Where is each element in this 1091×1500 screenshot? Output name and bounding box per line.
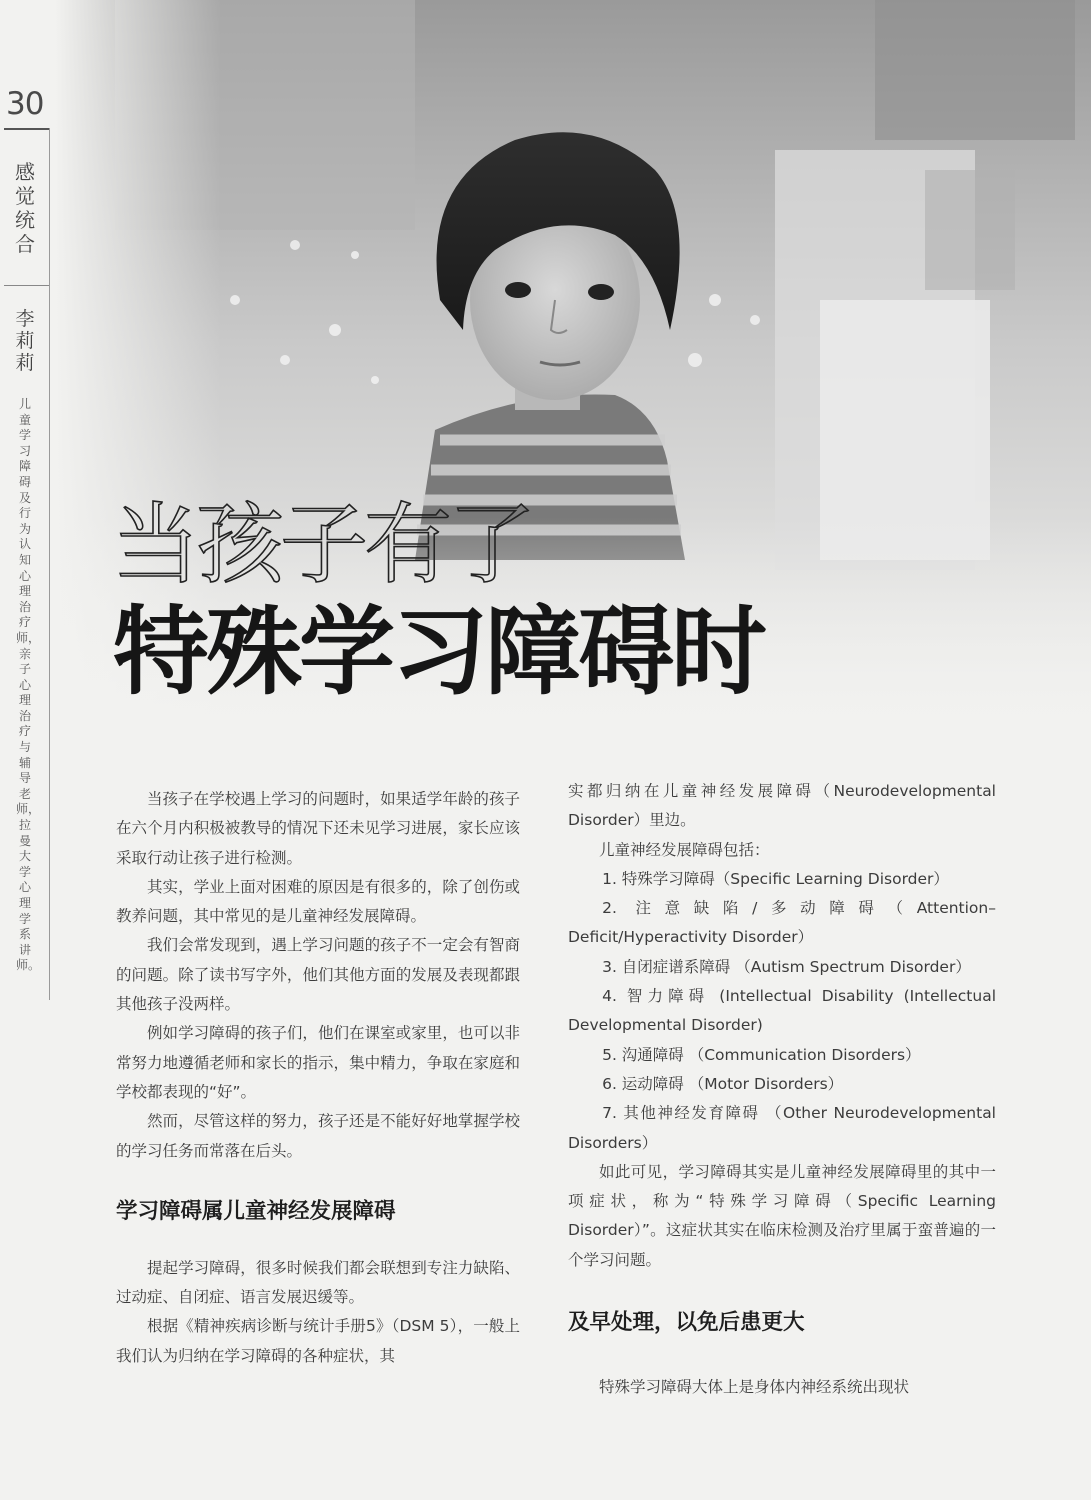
list-item: 1. 特殊学习障碍（Specific Learning Disorder） bbox=[602, 869, 949, 888]
list-item: 4. 智力障碍 (Intellectual Disability (Intellectual Developmental Disorder) bbox=[568, 987, 996, 1035]
list-item: 7. 其他神经发育障碍 （Other Neurodevelopmental Disorders） bbox=[568, 1104, 996, 1152]
paragraph: 根据《精神疾病诊断与统计手册5》（DSM 5），一般上我们认为归纳在学习障碍的各种症状，其 bbox=[116, 1317, 520, 1365]
title-line-2: 特殊学习障碍时 bbox=[113, 596, 764, 708]
title-line-1: 当孩子有了 bbox=[112, 493, 533, 596]
list-item: 5. 沟通障碍 （Communication Disorders） bbox=[602, 1045, 921, 1064]
body-column-left bbox=[116, 785, 520, 1371]
paragraph: 当孩子在学校遇上学习的问题时，如果适学年龄的孩子在六个月内积极被教导的情况下还未见学习进展，家长应该采取行动让孩子进行检测。 bbox=[116, 790, 520, 867]
paragraph: 提起学习障碍，很多时候我们都会联想到专注力缺陷、过动症、自闭症、语言发展迟缓等。 bbox=[116, 1258, 520, 1307]
paragraph: 我们会常发现到，遇上学习问题的孩子不一定会有智商的问题。除了读书写字外，他们其他方面的发展及表现都跟其他孩子没两样。 bbox=[116, 936, 520, 1014]
section-label: 感觉统合 bbox=[15, 160, 35, 256]
page-number: 30 bbox=[6, 86, 44, 122]
paragraph: 例如学习障碍的孩子们，他们在课室或家里，也可以非常努力地遵循老师和家长的指示，集中精力，争取在家庭和学校都表现的“好”。 bbox=[116, 1024, 520, 1101]
body-column-right bbox=[568, 777, 996, 1402]
list-item: 2. 注意缺陷/多动障碍（Attention–Deficit/Hyperactivity Disorder） bbox=[568, 899, 996, 947]
paragraph: 其实，学业上面对困难的原因是有很多的，除了创伤或教养问题，其中常见的是儿童神经发展障碍。 bbox=[116, 877, 520, 926]
paragraph: 特殊学习障碍大体上是身体内神经系统出现状 bbox=[599, 1378, 910, 1397]
paragraph: 如此可见，学习障碍其实是儿童神经发展障碍里的其中一项症状，称为“特殊学习障碍（Specific Learning Disorder）”。这症状其实在临床检测及治疗里属于蛮普遍的一个学习问题。 bbox=[568, 1162, 996, 1269]
paragraph: 然而，尽管这样的努力，孩子还是不能好好地掌握学校的学习任务而常落在后头。 bbox=[116, 1112, 520, 1160]
list-item: 3. 自闭症谱系障碍 （Autism Spectrum Disorder） bbox=[602, 957, 971, 976]
list-item: 6. 运动障碍 （Motor Disorders） bbox=[602, 1074, 844, 1093]
paragraph: 实都归纳在儿童神经发展障碍（Neurodevelopmental Disorder）里边。 bbox=[568, 782, 996, 830]
page-number-rule bbox=[4, 128, 49, 130]
paragraph: 儿童神经发展障碍包括： bbox=[599, 840, 770, 859]
section-heading: 及早处理，以免后患更大 bbox=[568, 1310, 805, 1336]
margin-vertical-rule bbox=[49, 128, 50, 1000]
author-bio: 儿童学习障碍及行为认知心理治疗师，亲子心理治疗与辅导老师，拉曼大学心理学系讲师。 bbox=[16, 397, 41, 973]
section-heading: 学习障碍属儿童神经发展障碍 bbox=[116, 1198, 396, 1224]
author-name: 李莉莉 bbox=[15, 308, 35, 374]
author-rule bbox=[4, 285, 49, 286]
